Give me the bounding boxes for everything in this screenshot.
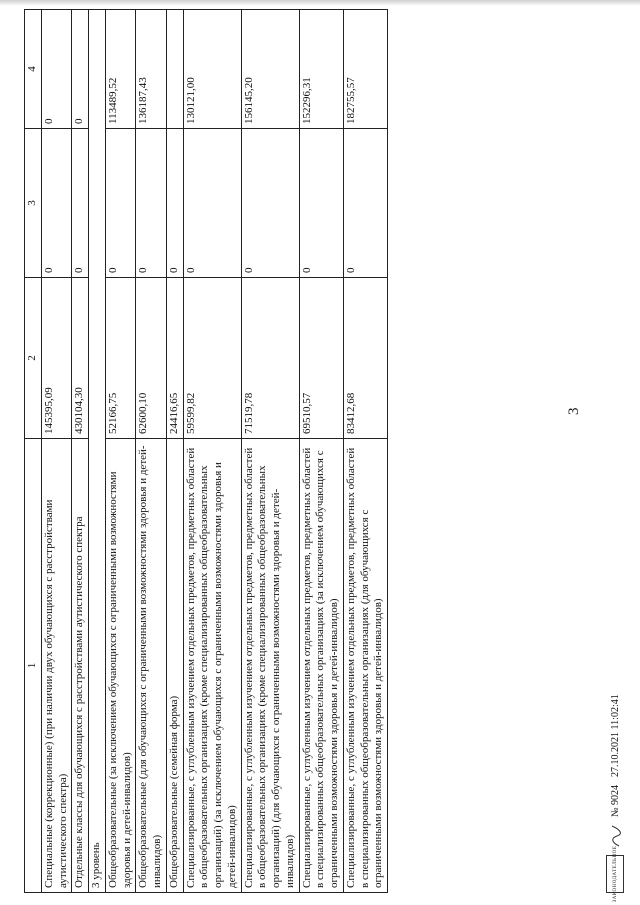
row-value-col2: 71519,78 <box>241 278 299 439</box>
row-value-col2: 52166,75 <box>105 278 136 439</box>
row-value-col3: 0 <box>241 129 299 278</box>
row-value-col2: 62600,10 <box>136 278 167 439</box>
row-name-cell: Специализированные, с углубленным изучением отдельных предметов, предметных областей в специализированных общеобразовательных организациях (за исключением обучающихся с ограниченными возможностями здоровья и детей-инвалидов) <box>299 439 343 893</box>
funding-table-wrap <box>24 9 388 893</box>
funding-table <box>24 9 388 893</box>
row-value-col4: 156145,20 <box>241 10 299 129</box>
row-value-col3: 0 <box>166 129 183 278</box>
row-name-cell: Специализированные, с углубленным изучением отдельных предметов, предметных областей в специализированных общеобразовательных организациях (для обучающихся с ограниченными возможностями здоровья и детей-инвалидов) <box>343 439 387 893</box>
row-value-col3: 0 <box>105 129 136 278</box>
document-datetime: 27.10.2021 11:02:41 <box>609 694 621 777</box>
table-row <box>41 10 72 893</box>
header-cell-2: 2 <box>25 278 42 439</box>
table-row <box>72 10 89 893</box>
funding-table-body <box>25 10 388 893</box>
row-name-cell: Общеобразовательные (семейная форма) <box>166 439 183 893</box>
row-value-col3: 0 <box>183 129 241 278</box>
table-row <box>299 10 343 893</box>
row-name-cell: Общеобразовательные (за исключением обучающихся с ограниченными возможностями здоровья и детей-инвалидов) <box>105 439 136 893</box>
row-value-col4: 0 <box>72 10 89 129</box>
header-cell-4: 4 <box>25 10 42 129</box>
row-value-col2: 59599,82 <box>183 278 241 439</box>
row-value-col2: 430104,30 <box>72 278 89 439</box>
stamp-text: ЗАКОНОДАТЕЛЬНОЕ <box>612 845 618 903</box>
header-cell-1: 1 <box>25 439 42 893</box>
document-number: № 9024 <box>609 784 621 817</box>
row-value-col3: 0 <box>136 129 167 278</box>
level-row <box>89 10 106 893</box>
row-value-col4: 136187,43 <box>136 10 167 129</box>
row-value-col4: 182755,57 <box>343 10 387 129</box>
row-value-col4: 113489,52 <box>105 10 136 129</box>
row-name-cell: Специальные (коррекционные) (при наличии двух обучающихся с расстройствами аутистического спектра) <box>41 439 72 893</box>
table-header-row <box>25 10 42 893</box>
row-value-col3: 0 <box>343 129 387 278</box>
table-row <box>183 10 241 893</box>
row-value-col4: 0 <box>41 10 72 129</box>
row-name-cell: Отдельные классы для обучающихся с расстройствами аутистического спектра <box>72 439 89 893</box>
table-row <box>241 10 299 893</box>
row-value-col2: 145395,09 <box>41 278 72 439</box>
row-value-col4 <box>166 10 183 129</box>
row-value-col4: 130121,00 <box>183 10 241 129</box>
document-footer <box>606 694 624 903</box>
row-value-col2: 69510,57 <box>299 278 343 439</box>
row-name-cell: Общеобразовательные (для обучающихся с ограниченными возможностями здоровья и детей-инвалидов) <box>136 439 167 893</box>
page-number: 3 <box>566 407 582 415</box>
row-value-col3: 0 <box>299 129 343 278</box>
row-name-cell: Специализированные, с углубленным изучением отдельных предметов, предметных областей в общеобразовательных организациях (кроме специализированных общеобразовательных организаций) (за исключением обучающихся с ограниченными возможностями здоровья и детей-инвалидов) <box>183 439 241 893</box>
table-row <box>166 10 183 893</box>
signature-mark-icon <box>609 825 621 847</box>
row-name-cell: Специализированные, с углубленным изучением отдельных предметов, предметных областей в общеобразовательных организациях (кроме специализированных общеобразовательных организаций) (для обучающихся с ограниченными возможностями здоровья и детей-инвалидов) <box>241 439 299 893</box>
row-value-col2: 24416,65 <box>166 278 183 439</box>
table-row <box>105 10 136 893</box>
row-value-col2: 83412,68 <box>343 278 387 439</box>
row-value-col3: 0 <box>41 129 72 278</box>
row-value-col4: 152296,31 <box>299 10 343 129</box>
level-label: 3 уровень <box>89 10 106 893</box>
row-value-col3: 0 <box>72 129 89 278</box>
header-cell-3: 3 <box>25 129 42 278</box>
table-row <box>136 10 167 893</box>
registration-stamp <box>606 845 624 903</box>
table-row <box>343 10 387 893</box>
